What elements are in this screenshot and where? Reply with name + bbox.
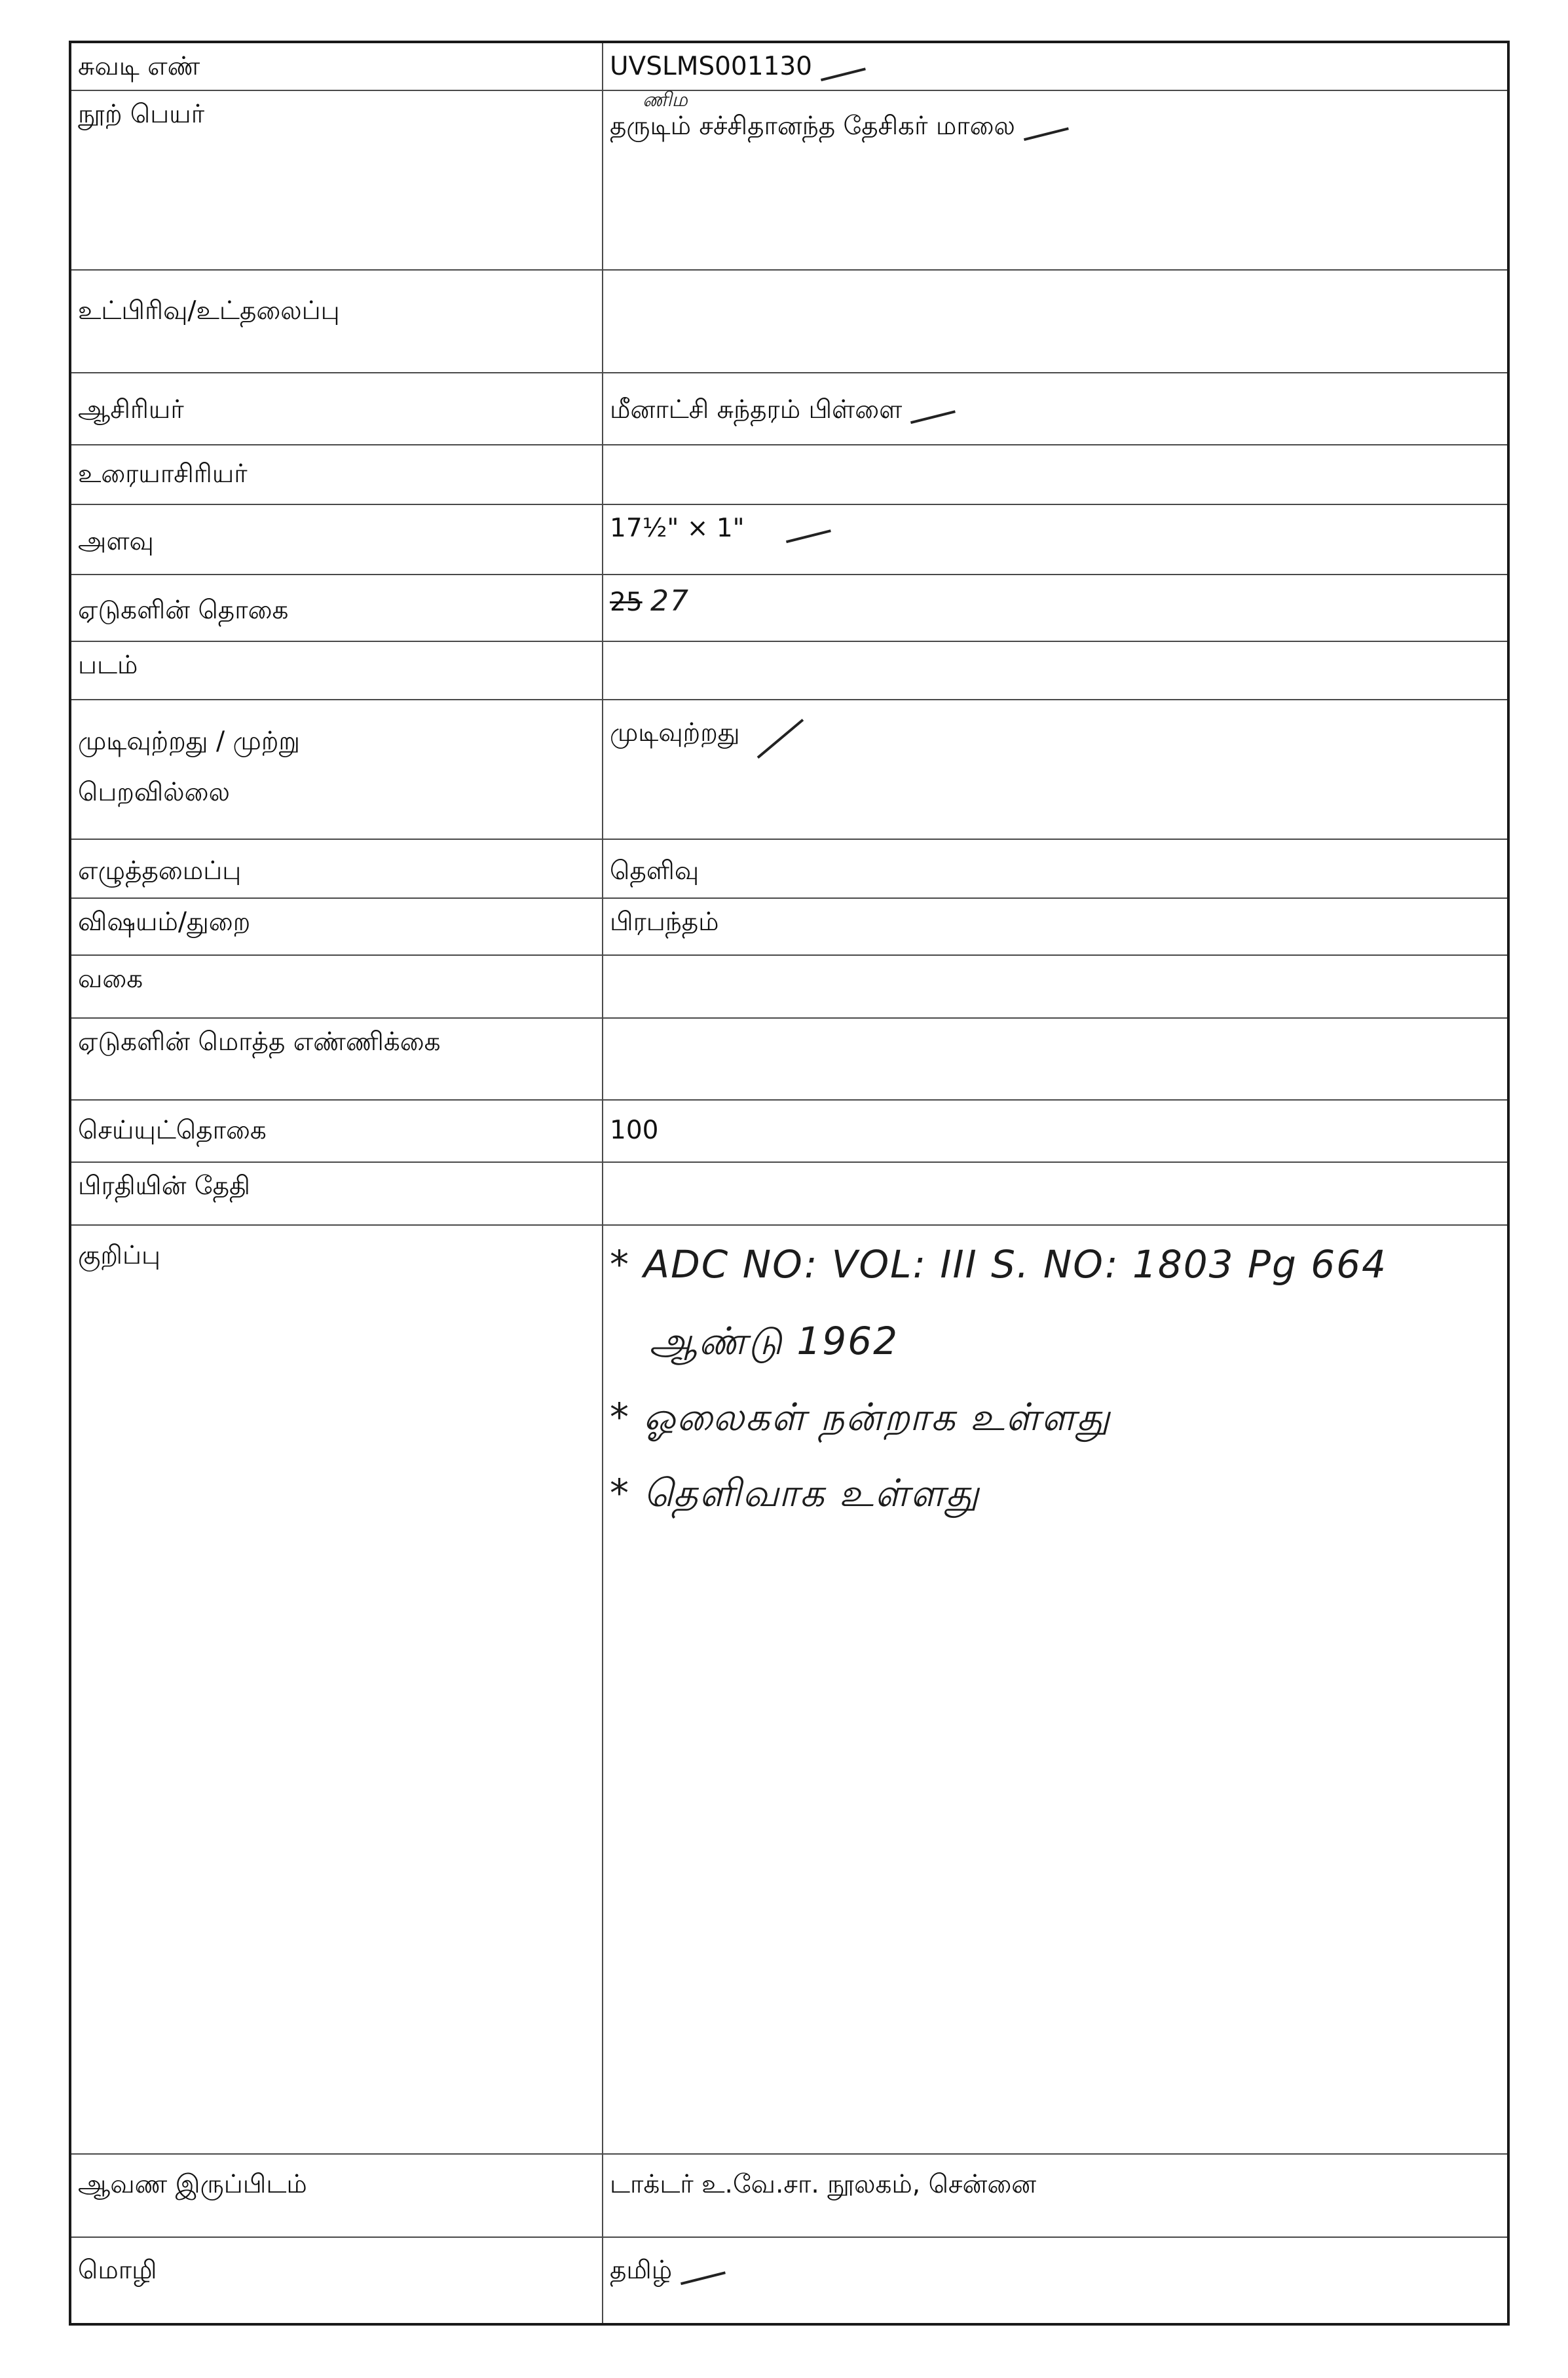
check-mark-icon <box>907 398 956 424</box>
total-leaves-value <box>603 1018 1507 1100</box>
row-notes <box>71 1225 1507 2154</box>
leaf-count-struck-value: 25 <box>610 587 643 617</box>
field-label: ஆவண இருப்பிடம் <box>71 2154 603 2237</box>
row-manuscript-number <box>71 43 1507 90</box>
check-mark-icon <box>677 2258 726 2284</box>
field-label: சுவடி எண் <box>71 43 603 90</box>
field-label: அளவு <box>71 504 603 575</box>
handwritten-insertion: ணிம <box>643 88 688 112</box>
field-label: படம் <box>71 641 603 700</box>
manuscript-number-value: UVSLMS001130 <box>610 52 812 81</box>
field-label: நூற் பெயர் <box>71 90 603 270</box>
row-language <box>71 2237 1507 2323</box>
field-label: விஷயம்/துறை <box>71 898 603 954</box>
field-label: வகை <box>71 955 603 1019</box>
field-label: மொழி <box>71 2237 603 2323</box>
subtitle-value <box>603 270 1507 373</box>
check-mark-icon <box>817 54 866 81</box>
type-value <box>603 955 1507 1019</box>
verse-count-value: 100 <box>603 1100 1507 1162</box>
repository-value: டாக்டர் உ.வே.சா. நூலகம், சென்னை <box>610 2170 1037 2200</box>
field-label: உட்பிரிவு/உட்தலைப்பு <box>71 270 603 373</box>
row-type <box>71 955 1507 1019</box>
commentator-value <box>603 445 1507 504</box>
field-label: குறிப்பு <box>71 1225 603 2154</box>
field-label: ஏடுகளின் தொகை <box>71 575 603 642</box>
row-repository <box>71 2154 1507 2237</box>
size-value: 17½" × 1" <box>610 514 745 543</box>
row-copy-date <box>71 1162 1507 1226</box>
field-label: எழுத்தமைப்பு <box>71 839 603 899</box>
note-line: * ADC NO: VOL: III S. NO: 1803 Pg 664 <box>610 1242 1387 1287</box>
note-line: * தெளிவாக உள்ளது <box>610 1471 980 1516</box>
row-total-leaves <box>71 1018 1507 1100</box>
leaf-count-handwritten-value: 27 <box>650 584 690 618</box>
row-title <box>71 90 1507 270</box>
field-label: ஆசிரியர் <box>71 373 603 445</box>
row-commentator <box>71 445 1507 504</box>
completion-value: முடிவுற்றது <box>610 717 740 747</box>
title-value: தருடிம் சச்சிதானந்த தேசிகர் மாலை <box>610 111 1015 142</box>
note-line: ஆண்டு 1962 <box>649 1318 899 1363</box>
script-value: தெளிவு <box>603 839 1507 899</box>
row-leaf-count <box>71 575 1507 642</box>
author-value: மீனாட்சி சுந்தரம் பிள்ளை <box>610 394 903 425</box>
subject-value: பிரபந்தம் <box>603 898 1507 954</box>
field-label: உரையாசிரியர் <box>71 445 603 504</box>
row-size <box>71 504 1507 575</box>
row-subtitle <box>71 270 1507 373</box>
field-label: செய்யுட்தொகை <box>71 1100 603 1162</box>
note-line: * ஓலைகள் நன்றாக உள்ளது <box>610 1394 1111 1439</box>
row-illustration <box>71 641 1507 700</box>
check-mark-icon <box>783 516 831 542</box>
row-verse-count <box>71 1100 1507 1162</box>
illustration-value <box>603 641 1507 700</box>
language-value: தமிழ் <box>610 2255 673 2286</box>
row-author <box>71 373 1507 445</box>
copy-date-value <box>603 1162 1507 1226</box>
field-label: முடிவுற்றது / முற்று பெறவில்லை <box>71 700 603 839</box>
row-subject <box>71 898 1507 954</box>
field-label: ஏடுகளின் மொத்த எண்ணிக்கை <box>71 1018 603 1100</box>
catalog-record-sheet <box>69 41 1510 2326</box>
row-script <box>71 839 1507 899</box>
check-mark-icon <box>748 709 803 759</box>
field-label: பிரதியின் தேதி <box>71 1162 603 1226</box>
row-completion <box>71 700 1507 839</box>
catalog-record-table <box>71 43 1507 2323</box>
check-mark-icon <box>1020 115 1069 141</box>
